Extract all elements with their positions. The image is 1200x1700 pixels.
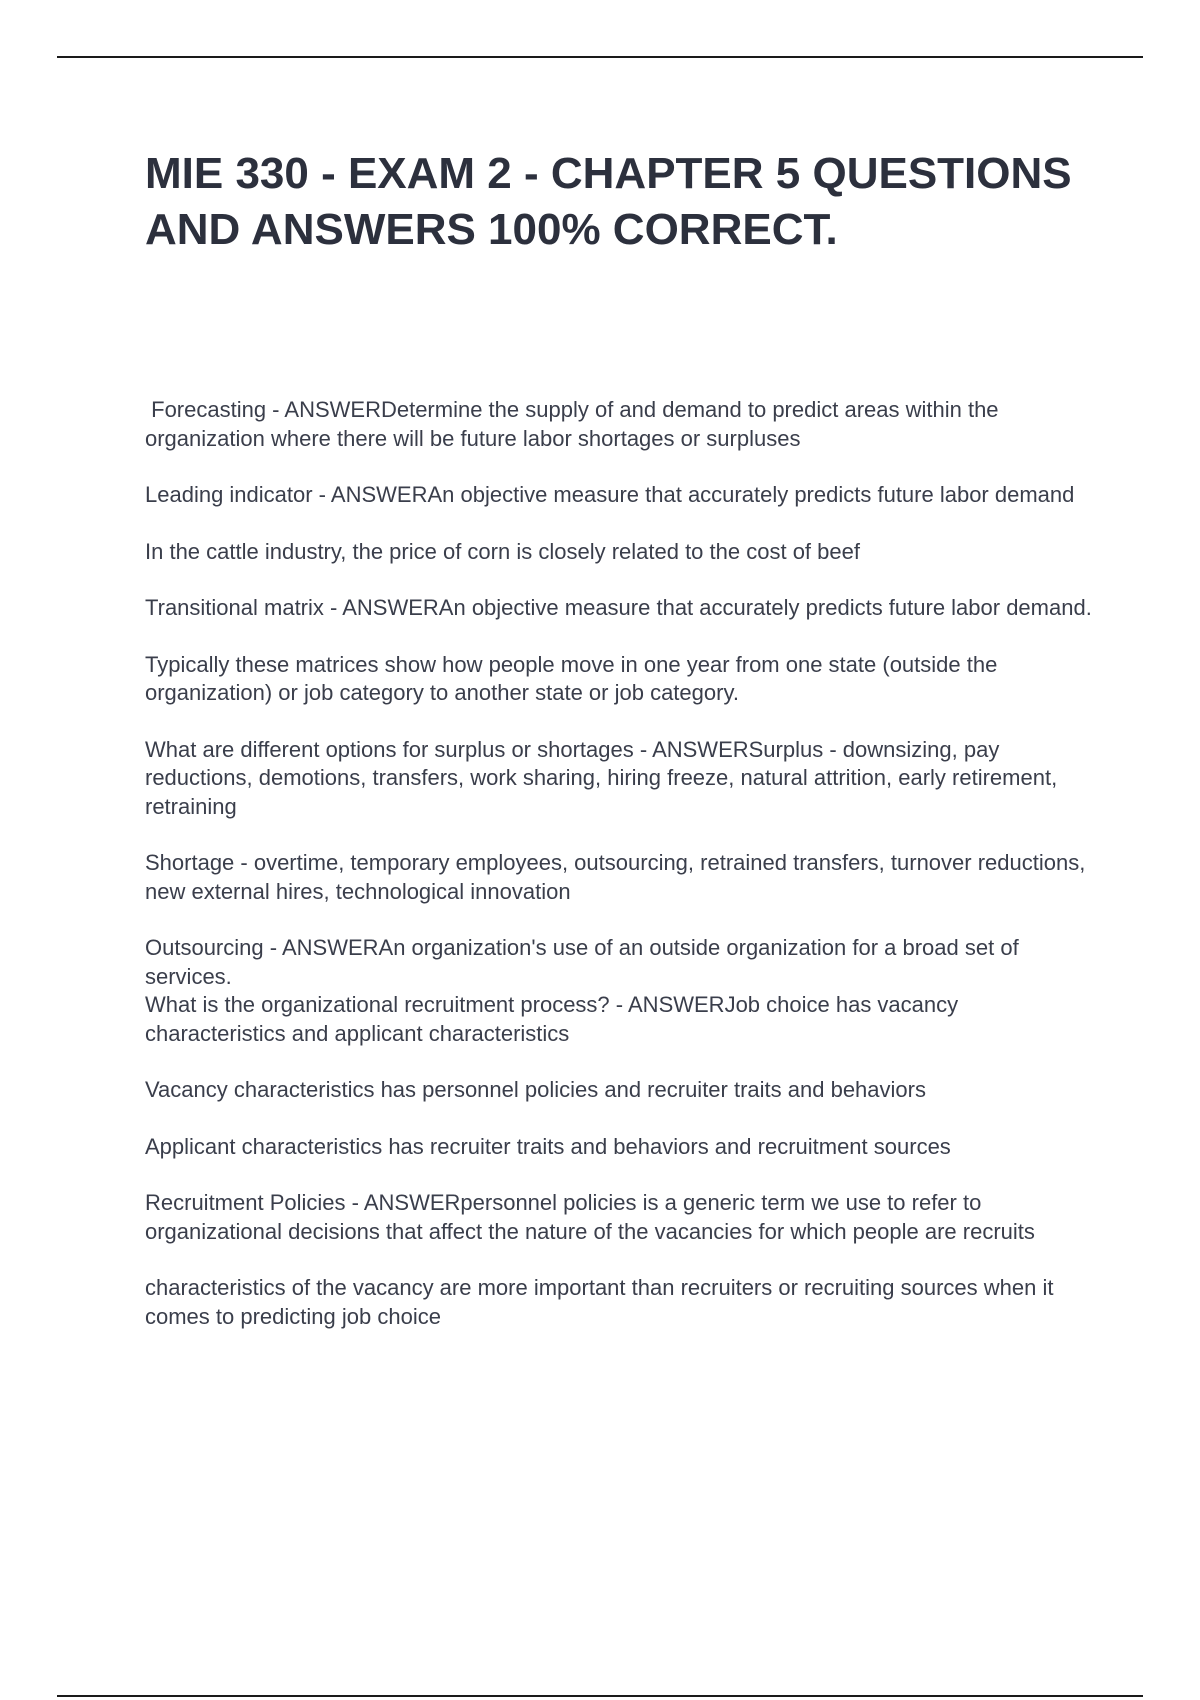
paragraph-applicant-characteristics: Applicant characteristics has recruiter traits and behaviors and recruitment sources: [145, 1133, 951, 1159]
paragraph-transitional-matrix: Transitional matrix - ANSWERAn objective measure that accurately predicts future labor demand.: [145, 595, 1092, 620]
document-body: [145, 396, 1095, 1359]
paragraph-outsourcing: Outsourcing - ANSWERAn organization's use of an outside organization for a broad set of services.: [145, 935, 1019, 989]
paragraph-vacancy-importance: characteristics of the vacancy are more important than recruiters or recruiting sources when it comes to predicting job choice: [145, 1275, 1054, 1329]
paragraph-recruitment-policies: Recruitment Policies - ANSWERpersonnel policies is a generic term we use to refer to organizational decisions that affect the nature of the vacancies for which people are recruits: [145, 1190, 1035, 1244]
paragraph-recruitment-process: What is the organizational recruitment process? - ANSWERJob choice has vacancy characteristics and applicant characteristics: [145, 992, 959, 1046]
paragraph-surplus-options: What are different options for surplus or shortages - ANSWERSurplus - downsizing, pay reductions, demotions, transfers, work sharing, hiring freeze, natural attrition, early retirement, retraining: [145, 736, 1058, 819]
top-rule: [57, 56, 1143, 58]
paragraph-leading-indicator: Leading indicator - ANSWERAn objective measure that accurately predicts future labor demand: [145, 482, 1075, 507]
bottom-rule: [57, 1695, 1143, 1697]
paragraph-cattle-example: In the cattle industry, the price of corn is closely related to the cost of beef: [145, 538, 860, 564]
paragraph-matrices-explanation: Typically these matrices show how people move in one year from one state (outside the organization) or job category to another state or job category.: [145, 651, 998, 705]
paragraph-vacancy-characteristics: Vacancy characteristics has personnel policies and recruiter traits and behaviors: [145, 1077, 926, 1102]
document-title: MIE 330 - EXAM 2 - CHAPTER 5 QUESTIONS AND ANSWERS 100% CORRECT.: [145, 149, 1072, 254]
paragraph-forecasting: Forecasting - ANSWERDetermine the supply of and demand to predict areas within the organization where there will be future labor shortages or surpluses: [145, 397, 1005, 451]
paragraph-shortage-options: Shortage - overtime, temporary employees, outsourcing, retrained transfers, turnover reductions, new external hires, technological innovation: [145, 850, 1086, 904]
